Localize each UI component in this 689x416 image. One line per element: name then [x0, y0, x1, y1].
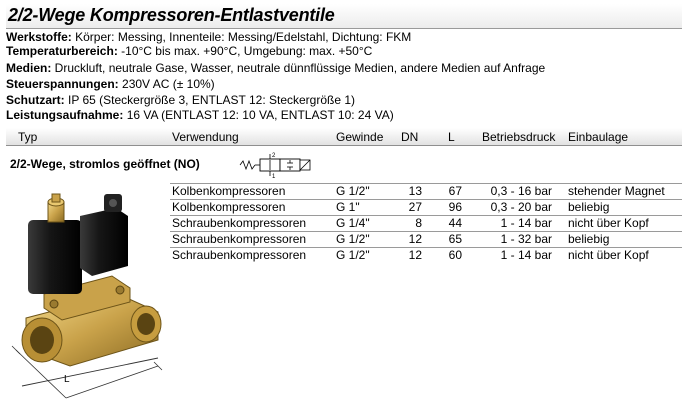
cell-einbaulage: nicht über Kopf [568, 216, 649, 230]
spec-value: IP 65 (Steckergröße 3, ENTLAST 12: Steckergröße 1) [64, 93, 356, 107]
spec-voltages [6, 77, 215, 91]
cell-l: 67 [448, 184, 462, 198]
cell-einbaulage: stehender Magnet [568, 184, 665, 198]
spec-protection [6, 93, 355, 107]
header-gewinde: Gewinde [336, 130, 384, 144]
cell-verwendung: Kolbenkompressoren [172, 200, 286, 214]
cell-verwendung: Schraubenkompressoren [172, 248, 307, 262]
header-dn: DN [401, 130, 419, 144]
table-row [170, 215, 682, 231]
header-betriebsdruck: Betriebsdruck [482, 130, 556, 144]
cell-dn: 13 [408, 184, 422, 198]
dimension-label: L [64, 374, 70, 385]
page-title-bar [6, 4, 682, 29]
cell-gewinde: G 1/2" [336, 248, 370, 262]
spec-value: Körper: Messing, Innenteile: Messing/Edelstahl, Dichtung: FKM [71, 30, 412, 44]
cell-gewinde: G 1" [336, 200, 360, 214]
cell-verwendung: Schraubenkompressoren [172, 232, 307, 246]
symbol-port-top: 2 [272, 153, 276, 159]
table-row [170, 247, 682, 263]
cell-betriebsdruck: 0,3 - 16 bar [490, 184, 552, 198]
spec-value: Druckluft, neutrale Gase, Wasser, neutrale dünnflüssige Medien, andere Medien auf Anfrage [51, 61, 546, 75]
cell-betriebsdruck: 1 - 14 bar [500, 248, 552, 262]
spec-value: -10°C bis max. +90°C, Umgebung: max. +50°C [117, 44, 373, 58]
cell-gewinde: G 1/2" [336, 184, 370, 198]
cell-dn: 27 [408, 200, 422, 214]
header-l: L [448, 130, 455, 144]
valve-product-image [8, 190, 178, 408]
spec-media [6, 61, 545, 75]
table-row [170, 231, 682, 247]
spec-materials [6, 30, 411, 44]
cell-l: 44 [448, 216, 462, 230]
spec-label: Werkstoffe: [6, 30, 72, 44]
cell-gewinde: G 1/2" [336, 232, 370, 246]
cell-gewinde: G 1/4" [336, 216, 370, 230]
symbol-port-bottom: 1 [272, 174, 276, 179]
cell-einbaulage: nicht über Kopf [568, 248, 649, 262]
cell-einbaulage: beliebig [568, 232, 610, 246]
spec-value: 16 VA (ENTLAST 12: 10 VA, ENTLAST 10: 24 VA) [123, 108, 394, 122]
cell-l: 65 [448, 232, 462, 246]
cell-einbaulage: beliebig [568, 200, 610, 214]
type-label: 2/2-Wege, stromlos geöffnet (NO) [10, 157, 200, 171]
spec-label: Steuerspannungen: [6, 77, 119, 91]
spec-label: Temperaturbereich: [6, 44, 118, 58]
cell-l: 60 [448, 248, 462, 262]
spec-value: 230V AC (± 10%) [118, 77, 215, 91]
table-row [170, 183, 682, 199]
cell-verwendung: Kolbenkompressoren [172, 184, 286, 198]
header-typ: Typ [18, 130, 38, 144]
spec-temperature [6, 44, 372, 58]
cell-dn: 12 [408, 248, 422, 262]
cell-dn: 12 [408, 232, 422, 246]
type-row [6, 151, 682, 179]
spec-label: Medien: [6, 61, 52, 75]
table-header [6, 128, 682, 146]
header-einbaulage: Einbaulage [568, 130, 629, 144]
spec-label: Schutzart: [6, 93, 65, 107]
page-title: 2/2-Wege Kompressoren-Entlastventile [8, 5, 335, 25]
cell-betriebsdruck: 1 - 32 bar [500, 232, 552, 246]
header-verwendung: Verwendung [172, 130, 239, 144]
cell-betriebsdruck: 0,3 - 20 bar [490, 200, 552, 214]
spec-power [6, 108, 394, 122]
cell-betriebsdruck: 1 - 14 bar [500, 216, 552, 230]
spec-label: Leistungsaufnahme: [6, 108, 124, 122]
table-row [170, 199, 682, 215]
cell-l: 96 [448, 200, 462, 214]
valve-symbol-icon [238, 151, 318, 179]
cell-verwendung: Schraubenkompressoren [172, 216, 307, 230]
cell-dn: 8 [415, 216, 422, 230]
